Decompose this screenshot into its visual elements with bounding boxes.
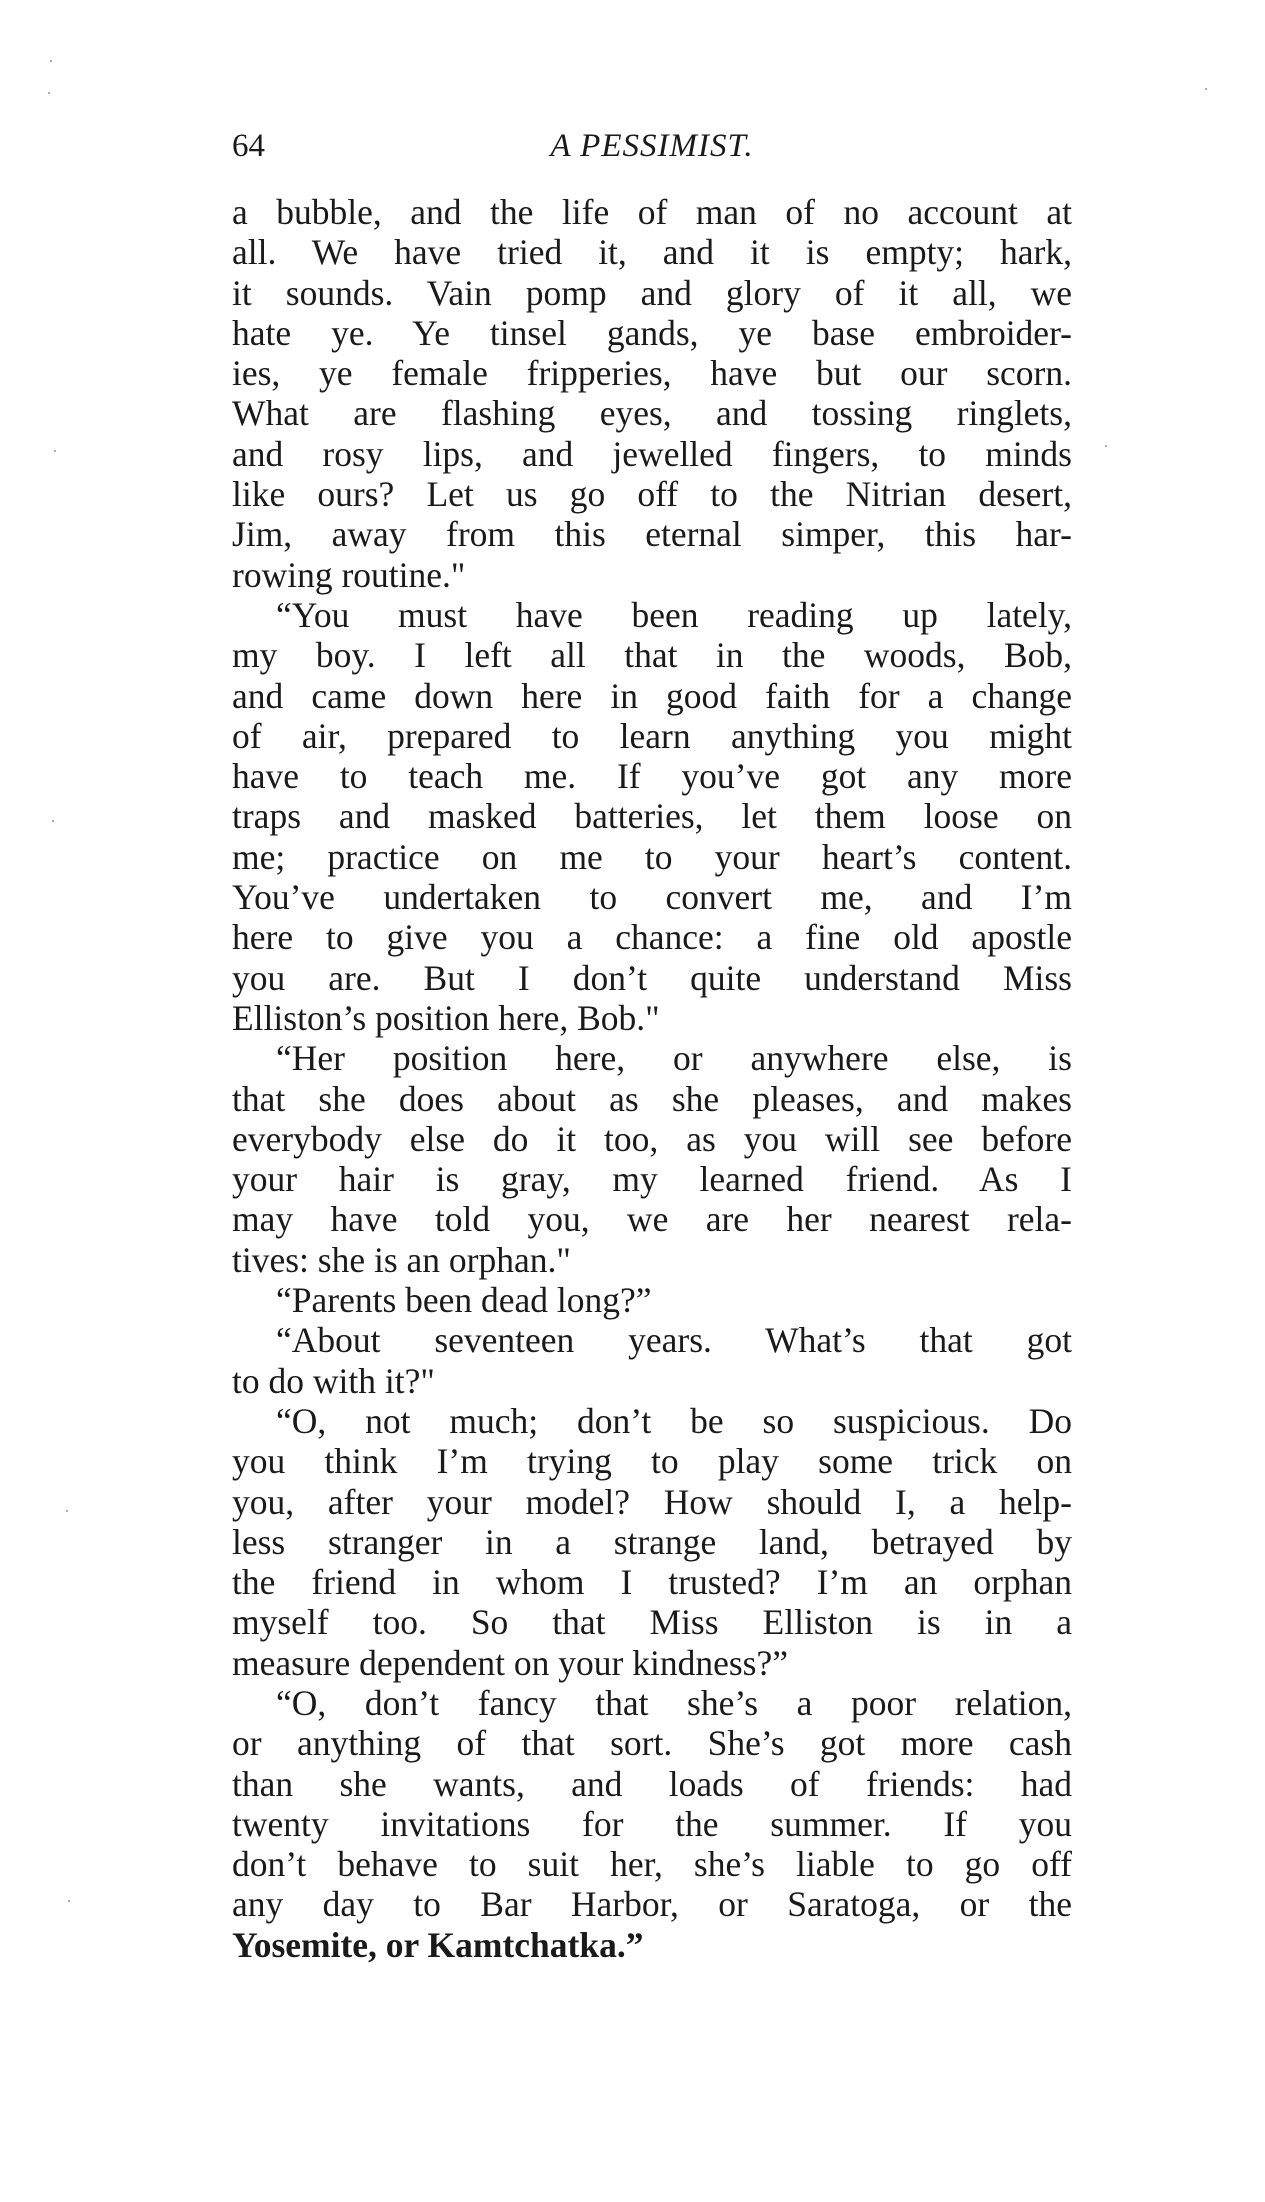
text-line: here to give you a chance: a fine old apostle (232, 917, 1072, 958)
text-line: like ours? Let us go off to the Nitrian desert, (232, 474, 1072, 515)
text-line: and came down here in good faith for a change (232, 675, 1072, 716)
paragraph (232, 1401, 1072, 1683)
scan-speck (66, 1510, 68, 1512)
text-line: you, after your model? How should I, a help- (232, 1481, 1072, 1522)
text-line: “About seventeen years. What’s that got (276, 1320, 1072, 1361)
text-line: everybody else do it too, as you will see before (232, 1118, 1072, 1159)
text-line: have to teach me. If you’ve got any more (232, 756, 1072, 797)
scan-speck (54, 450, 56, 452)
paragraph (232, 192, 1072, 595)
page-number: 64 (232, 128, 265, 164)
text-line: may have told you, we are her nearest rela- (232, 1199, 1072, 1240)
text-line: you are. But I don’t quite understand Miss (232, 957, 1072, 998)
text-line: all. We have tried it, and it is empty; hark, (232, 232, 1072, 273)
text-line: me; practice on me to your heart’s content. (232, 836, 1072, 877)
text-line: What are flashing eyes, and tossing ringlets, (232, 393, 1072, 434)
running-title: A PESSIMIST. (550, 128, 754, 164)
text-line: You’ve undertaken to convert me, and I’m (232, 877, 1072, 918)
scan-speck (50, 60, 52, 62)
text-line: don’t behave to suit her, she’s liable to go off (232, 1844, 1072, 1885)
text-line: “Parents been dead long?” (276, 1280, 652, 1321)
text-line: “Her position here, or anywhere else, is (276, 1038, 1072, 1079)
text-line: “You must have been reading up lately, (276, 594, 1072, 635)
text-line: “O, don’t fancy that she’s a poor relation, (276, 1682, 1072, 1723)
paragraph (232, 595, 1072, 1038)
text-line: less stranger in a strange land, betrayed by (232, 1521, 1072, 1562)
scan-speck (48, 92, 50, 94)
page-header (232, 128, 1072, 178)
text-line: your hair is gray, my learned friend. As I (232, 1159, 1072, 1200)
text-line: hate ye. Ye tinsel gands, ye base embroider- (232, 312, 1072, 353)
scan-speck (52, 820, 54, 822)
scan-speck (68, 1900, 70, 1902)
text-line: Yosemite, or Kamtchatka.” (232, 1924, 644, 1965)
text-line: measure dependent on your kindness?” (232, 1642, 788, 1683)
scan-speck (1105, 445, 1107, 447)
text-line: than she wants, and loads of friends: had (232, 1763, 1072, 1804)
text-line: ies, ye female fripperies, have but our scorn. (232, 353, 1072, 394)
text-line: tives: she is an orphan." (232, 1239, 571, 1280)
paragraph (232, 1038, 1072, 1280)
paragraph (232, 1280, 1072, 1320)
paragraph (232, 1683, 1072, 1965)
text-line: traps and masked batteries, let them loose on (232, 796, 1072, 837)
scan-speck (1205, 88, 1207, 90)
text-line: it sounds. Vain pomp and glory of it all, we (232, 272, 1072, 313)
text-line: my boy. I left all that in the woods, Bob, (232, 635, 1072, 676)
text-line: myself too. So that Miss Elliston is in a (232, 1602, 1072, 1643)
paragraph (232, 1320, 1072, 1401)
text-line: of air, prepared to learn anything you might (232, 715, 1072, 756)
text-line: twenty invitations for the summer. If you (232, 1803, 1072, 1844)
text-line: or anything of that sort. She’s got more cash (232, 1723, 1072, 1764)
body-text (232, 192, 1072, 1965)
text-line: “O, not much; don’t be so suspicious. Do (276, 1400, 1072, 1441)
text-line: that she does about as she pleases, and makes (232, 1078, 1072, 1119)
text-line: a bubble, and the life of man of no account at (232, 192, 1072, 232)
text-line: the friend in whom I trusted? I’m an orphan (232, 1562, 1072, 1603)
text-line: Elliston’s position here, Bob." (232, 997, 660, 1038)
text-line: and rosy lips, and jewelled fingers, to minds (232, 433, 1072, 474)
text-line: you think I’m trying to play some trick on (232, 1441, 1072, 1482)
text-line: Jim, away from this eternal simper, this har- (232, 514, 1072, 555)
text-line: any day to Bar Harbor, or Saratoga, or the (232, 1884, 1072, 1925)
text-line: to do with it?" (232, 1360, 435, 1401)
text-line: rowing routine." (232, 554, 466, 595)
